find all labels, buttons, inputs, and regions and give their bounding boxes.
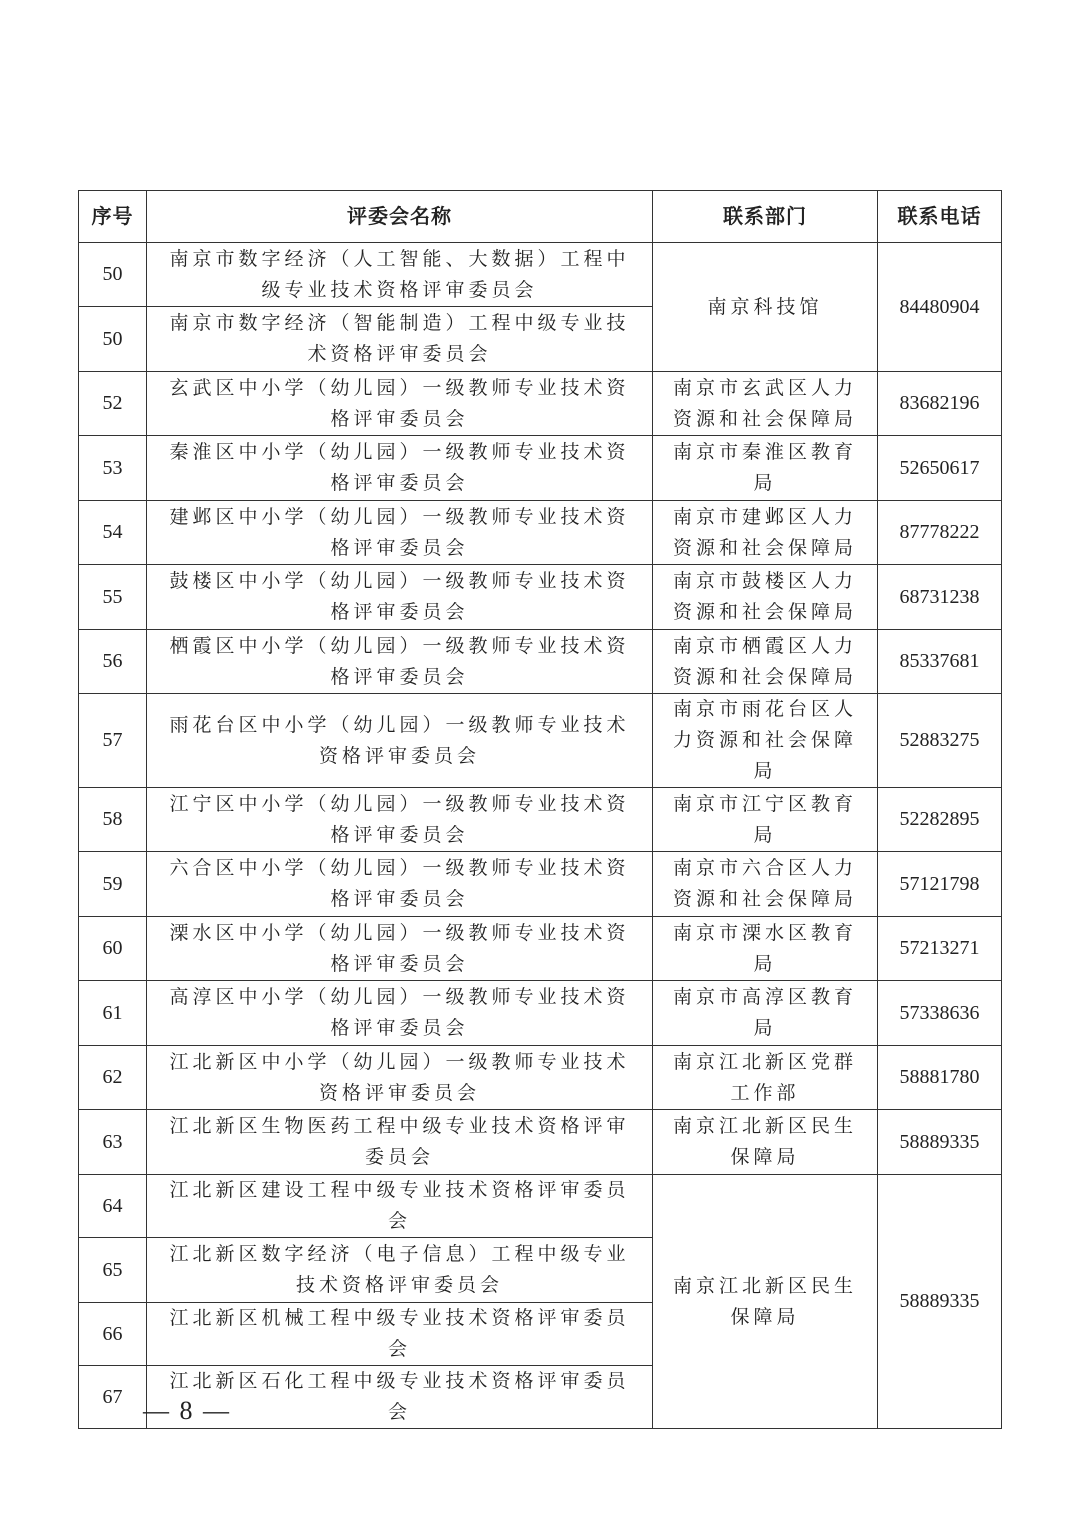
row-department: 南京市秦淮区教育局	[653, 436, 878, 501]
row-phone: 57121798	[878, 852, 1002, 917]
row-department: 南京科技馆	[653, 243, 878, 372]
row-phone: 57213271	[878, 917, 1002, 981]
row-committee-name: 江北新区石化工程中级专业技术资格评审委员会	[147, 1366, 653, 1429]
header-index: 序号	[79, 191, 147, 243]
row-index: 56	[79, 630, 147, 694]
row-index: 50	[79, 243, 147, 307]
row-phone: 57338636	[878, 981, 1002, 1046]
row-department: 南京市雨花台区人力资源和社会保障局	[653, 694, 878, 788]
page-number: — 8 —	[143, 1396, 231, 1425]
row-committee-name: 秦淮区中小学（幼儿园）一级教师专业技术资格评审委员会	[147, 436, 653, 501]
row-committee-name: 江北新区生物医药工程中级专业技术资格评审委员会	[147, 1110, 653, 1175]
table-row	[79, 501, 1002, 565]
table-row	[79, 1046, 1002, 1110]
row-phone: 52282895	[878, 788, 1002, 852]
table-header-row	[79, 191, 1002, 243]
row-index: 60	[79, 917, 147, 981]
header-phone: 联系电话	[878, 191, 1002, 243]
table-row	[79, 630, 1002, 694]
table-row	[79, 981, 1002, 1046]
row-department: 南京市栖霞区人力资源和社会保障局	[653, 630, 878, 694]
header-name: 评委会名称	[147, 191, 653, 243]
row-phone: 58889335	[878, 1175, 1002, 1429]
row-committee-name: 建邺区中小学（幼儿园）一级教师专业技术资格评审委员会	[147, 501, 653, 565]
row-index: 53	[79, 436, 147, 501]
table-row	[79, 694, 1002, 788]
row-department: 南京市江宁区教育局	[653, 788, 878, 852]
row-phone: 87778222	[878, 501, 1002, 565]
row-committee-name: 江宁区中小学（幼儿园）一级教师专业技术资格评审委员会	[147, 788, 653, 852]
row-index: 62	[79, 1046, 147, 1110]
row-index: 54	[79, 501, 147, 565]
table-row	[79, 917, 1002, 981]
row-phone: 83682196	[878, 372, 1002, 436]
row-index: 58	[79, 788, 147, 852]
row-phone: 58881780	[878, 1046, 1002, 1110]
row-index: 52	[79, 372, 147, 436]
row-index: 61	[79, 981, 147, 1046]
row-department: 南京江北新区民生保障局	[653, 1110, 878, 1175]
row-phone: 85337681	[878, 630, 1002, 694]
table-row	[79, 372, 1002, 436]
row-index: 67	[79, 1366, 147, 1429]
row-committee-name: 江北新区数字经济（电子信息）工程中级专业技术资格评审委员会	[147, 1238, 653, 1303]
committee-contact-table	[78, 190, 1002, 1429]
table-row	[79, 788, 1002, 852]
row-index: 57	[79, 694, 147, 788]
row-index: 50	[79, 307, 147, 372]
header-department: 联系部门	[653, 191, 878, 243]
row-committee-name: 江北新区机械工程中级专业技术资格评审委员会	[147, 1303, 653, 1366]
row-phone: 84480904	[878, 243, 1002, 372]
row-phone: 58889335	[878, 1110, 1002, 1175]
row-committee-name: 玄武区中小学（幼儿园）一级教师专业技术资格评审委员会	[147, 372, 653, 436]
row-department: 南京江北新区党群工作部	[653, 1046, 878, 1110]
row-department: 南京江北新区民生保障局	[653, 1175, 878, 1429]
table-row	[79, 1110, 1002, 1175]
table-row	[79, 243, 1002, 307]
row-committee-name: 江北新区中小学（幼儿园）一级教师专业技术资格评审委员会	[147, 1046, 653, 1110]
row-committee-name: 南京市数字经济（人工智能、大数据）工程中级专业技术资格评审委员会	[147, 243, 653, 307]
table-row	[79, 436, 1002, 501]
table-row	[79, 1175, 1002, 1238]
row-committee-name: 鼓楼区中小学（幼儿园）一级教师专业技术资格评审委员会	[147, 565, 653, 630]
row-committee-name: 南京市数字经济（智能制造）工程中级专业技术资格评审委员会	[147, 307, 653, 372]
row-index: 63	[79, 1110, 147, 1175]
row-committee-name: 六合区中小学（幼儿园）一级教师专业技术资格评审委员会	[147, 852, 653, 917]
row-department: 南京市玄武区人力资源和社会保障局	[653, 372, 878, 436]
row-committee-name: 高淳区中小学（幼儿园）一级教师专业技术资格评审委员会	[147, 981, 653, 1046]
table-row	[79, 565, 1002, 630]
row-department: 南京市建邺区人力资源和社会保障局	[653, 501, 878, 565]
row-committee-name: 江北新区建设工程中级专业技术资格评审委员会	[147, 1175, 653, 1238]
table-row	[79, 852, 1002, 917]
row-phone: 68731238	[878, 565, 1002, 630]
row-index: 55	[79, 565, 147, 630]
row-index: 66	[79, 1303, 147, 1366]
row-department: 南京市高淳区教育局	[653, 981, 878, 1046]
row-department: 南京市鼓楼区人力资源和社会保障局	[653, 565, 878, 630]
row-index: 59	[79, 852, 147, 917]
row-phone: 52883275	[878, 694, 1002, 788]
row-committee-name: 栖霞区中小学（幼儿园）一级教师专业技术资格评审委员会	[147, 630, 653, 694]
row-department: 南京市六合区人力资源和社会保障局	[653, 852, 878, 917]
row-phone: 52650617	[878, 436, 1002, 501]
row-index: 65	[79, 1238, 147, 1303]
row-department: 南京市溧水区教育局	[653, 917, 878, 981]
row-committee-name: 溧水区中小学（幼儿园）一级教师专业技术资格评审委员会	[147, 917, 653, 981]
row-committee-name: 雨花台区中小学（幼儿园）一级教师专业技术资格评审委员会	[147, 694, 653, 788]
row-index: 64	[79, 1175, 147, 1238]
